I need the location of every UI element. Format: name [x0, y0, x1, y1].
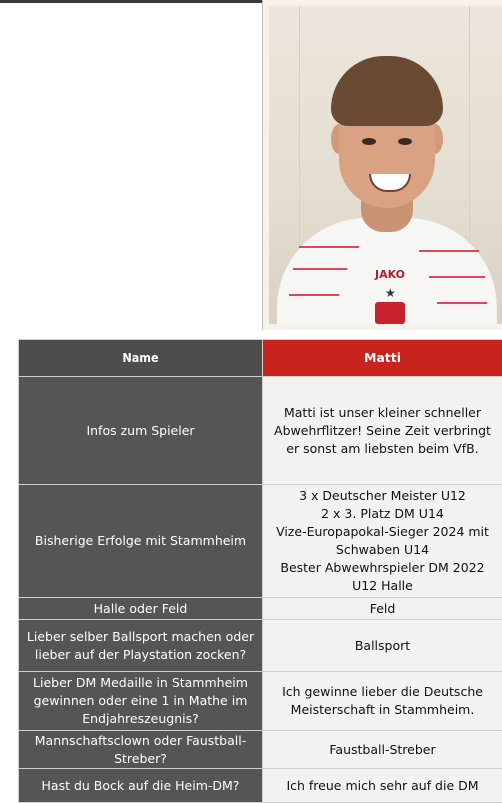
- achievement-line: 3 x Deutscher Meister U12: [269, 487, 496, 505]
- table-row: [19, 620, 502, 672]
- player-photo-frame: [262, 0, 502, 330]
- name-header: Name: [19, 340, 263, 377]
- answer-cell: [263, 485, 502, 598]
- question-cell: Bisherige Erfolge mit Stammheim: [19, 485, 263, 598]
- answer-cell: Ich freue mich sehr auf die DM: [263, 769, 502, 803]
- question-cell: Lieber selber Ballsport machen oder lieber auf der Playstation zocken?: [19, 620, 263, 672]
- answer-cell: Ballsport: [263, 620, 502, 672]
- answer-cell: Matti ist unser kleiner schneller Abwehrflitzer! Seine Zeit verbringt er sonst am liebsten beim VfB.: [263, 377, 502, 485]
- player-name: Matti: [263, 340, 502, 377]
- question-cell: Infos zum Spieler: [19, 377, 263, 485]
- table-row: [19, 731, 502, 769]
- table-row: [19, 672, 502, 731]
- achievement-line: 2 x 3. Platz DM U14: [269, 505, 496, 523]
- question-cell: Hast du Bock auf die Heim-DM?: [19, 769, 263, 803]
- question-cell: Lieber DM Medaille in Stammheim gewinnen oder eine 1 in Mathe im Endjahreszeugnis?: [19, 672, 263, 731]
- achievement-line: Bester Abwewhrspieler DM 2022 U12 Halle: [269, 559, 496, 595]
- answer-cell: Ich gewinne lieber die Deutsche Meisterschaft in Stammheim.: [263, 672, 502, 731]
- hair-shape: [331, 56, 443, 126]
- jersey-logo: JAKO: [375, 268, 405, 281]
- question-cell: Halle oder Feld: [19, 598, 263, 620]
- question-cell: Mannschaftsclown oder Faustball-Streber?: [19, 731, 263, 769]
- table-row: [19, 377, 502, 485]
- star-icon: ★: [385, 286, 396, 300]
- table-row: [19, 769, 502, 803]
- answer-cell: Faustball-Streber: [263, 731, 502, 769]
- top-divider-left: [0, 0, 262, 3]
- table-row: [19, 485, 502, 598]
- achievement-line: Vize-Europapokal-Sieger 2024 mit Schwaben U14: [269, 523, 496, 559]
- player-photo: [269, 6, 502, 324]
- table-row: [19, 598, 502, 620]
- player-profile-table: [18, 339, 502, 803]
- answer-cell: Feld: [263, 598, 502, 620]
- club-crest-icon: [375, 302, 405, 324]
- table-header-row: [19, 340, 502, 377]
